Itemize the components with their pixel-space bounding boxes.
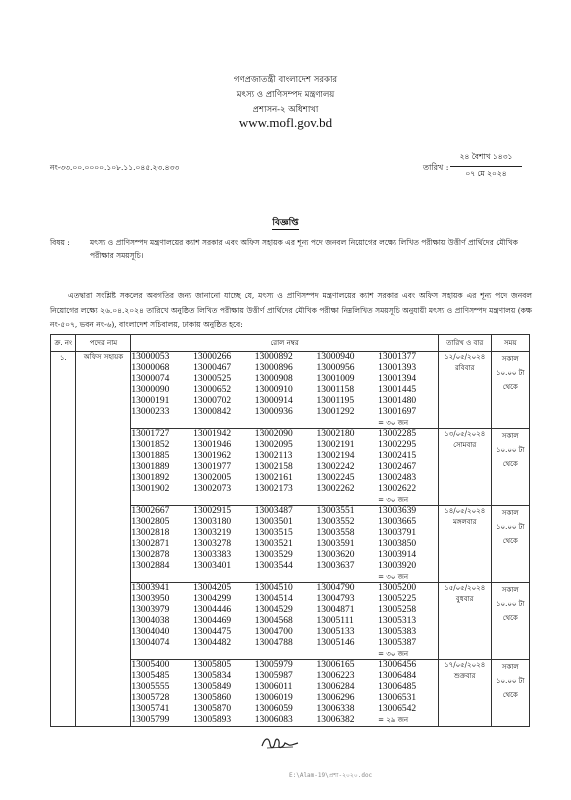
- time-cell: [491, 429, 529, 506]
- roll-number: 13004700: [254, 627, 293, 637]
- roll-number: 13002818: [131, 528, 170, 538]
- roll-number: 13003639: [378, 506, 417, 516]
- header-serial: ক্র. নং: [51, 335, 76, 352]
- roll-number: 13003637: [316, 561, 355, 571]
- roll-number: 13003501: [254, 517, 293, 527]
- roll-number: 13006083: [254, 715, 293, 725]
- roll-number: 13004788: [254, 638, 293, 648]
- roll-number: 13000956: [316, 363, 355, 373]
- header-time: সময়: [491, 335, 529, 352]
- roll-number: 13005313: [378, 616, 417, 626]
- body-paragraph: এতদ্বারা সংশ্লিষ্ট সকলের অবগতির জন্য জানানো যাচ্ছে যে, মৎস্য ও প্রাণিসম্পদ মন্ত্রণালয়ের ক্যাশ সরকার এবং অফিস সহায়ক এর শূন্য পদে জনবল নিয়োগের লক্ষ্যে ২৬.০৪.২০২৪ তারিখে অনুষ্ঠিত লিখিত পরীক্ষায় উত্তীর্ণ প্রার্থিদের মৌখিক পরীক্ষা নিম্নলিখিত সময়সূচি অনুযায়ী মৎস্য ও প্রাণিসম্পদ মন্ত্রণালয় (কক্ষ নং-৫০৭, ভবন নং-৬), বাংলাদেশ সচিবালয়, ঢাকায় অনুষ্ঠিত হবে:: [50, 291, 532, 329]
- roll-number: 13002805: [131, 517, 170, 527]
- roll-numbers-cell: [131, 352, 439, 429]
- roll-number: 13005200: [378, 583, 417, 593]
- roll-number: 13006531: [378, 693, 417, 703]
- roll-number: 13001942: [193, 429, 232, 439]
- roll-number: 13006382: [316, 715, 355, 725]
- roll-number: 13005893: [193, 715, 232, 725]
- roll-number: 13004568: [254, 616, 293, 626]
- roll-number: 13006485: [378, 682, 417, 692]
- roll-number: 13001892: [131, 473, 170, 483]
- roll-number: 13002194: [316, 451, 355, 461]
- roll-number: 13002158: [254, 462, 293, 472]
- roll-numbers-cell: [131, 429, 439, 506]
- roll-number: 13006542: [378, 704, 417, 714]
- roll-number: 13005400: [131, 660, 170, 670]
- roll-number: 13000936: [254, 407, 293, 417]
- roll-number: 13001377: [378, 352, 417, 362]
- subject-label: বিষয় :: [50, 238, 70, 247]
- roll-number: 13002415: [378, 451, 417, 461]
- roll-number: 13001902: [131, 484, 170, 494]
- roll-number: 13003791: [378, 528, 417, 538]
- exam-day: রবিবার: [454, 364, 475, 372]
- exam-day: শুক্রবার: [453, 672, 476, 680]
- exam-time-line: সকাল: [501, 509, 519, 517]
- roll-number: 13006296: [316, 693, 355, 703]
- post-cell: অফিস সহায়ক: [76, 352, 131, 727]
- roll-number: 13006484: [378, 671, 417, 681]
- roll-number: 13006338: [316, 704, 355, 714]
- notice-title-text: বিজ্ঞপ্তি: [272, 218, 299, 228]
- roll-number: 13003521: [254, 539, 293, 549]
- date-bangla: ২৪ বৈশাখ ১৪৩১: [450, 152, 522, 167]
- roll-number: 13006456: [378, 660, 417, 670]
- roll-number: 13000191: [131, 396, 170, 406]
- table-row: [51, 352, 530, 429]
- roll-number: 13000074: [131, 374, 170, 384]
- table-header-row: [51, 335, 530, 352]
- roll-number: 13001195: [316, 396, 355, 406]
- roll-number: 13002467: [378, 462, 417, 472]
- roll-number: 13003515: [254, 528, 293, 538]
- candidate-count: = ৩০ জন: [378, 650, 409, 658]
- roll-number: 13002884: [131, 561, 170, 571]
- header-date: তারিখ ও বার: [438, 335, 491, 352]
- roll-number: 13001962: [193, 451, 232, 461]
- roll-number: 13001445: [378, 385, 417, 395]
- roll-number: 13004482: [193, 638, 232, 648]
- date-label: তারিখ :: [423, 163, 449, 172]
- roll-number: 13001977: [193, 462, 232, 472]
- exam-time-line: ১০.০০ টা: [496, 369, 525, 377]
- schedule-body: [51, 352, 530, 727]
- roll-number: 13002667: [131, 506, 170, 516]
- roll-number: 13003558: [316, 528, 355, 538]
- roll-number: 13006011: [254, 682, 293, 692]
- roll-grid: [131, 583, 438, 659]
- roll-number: 13004040: [131, 627, 170, 637]
- roll-number: 13002173: [254, 484, 293, 494]
- roll-number: 13001889: [131, 462, 170, 472]
- roll-number: 13002285: [378, 429, 417, 439]
- exam-time-line: ১০.০০ টা: [496, 677, 525, 685]
- roll-number: 13005987: [254, 671, 293, 681]
- roll-number: 13000842: [193, 407, 232, 417]
- roll-number: 13004469: [193, 616, 232, 626]
- roll-number: 13001852: [131, 440, 170, 450]
- roll-number: 13000053: [131, 352, 170, 362]
- roll-number: 13003487: [254, 506, 293, 516]
- roll-number: 13004514: [254, 594, 293, 604]
- subject-line: [50, 236, 532, 262]
- roll-number: 13002113: [254, 451, 293, 461]
- roll-number: 13005111: [316, 616, 354, 626]
- roll-number: 13003529: [254, 550, 293, 560]
- roll-number: 13005870: [193, 704, 232, 714]
- roll-number: 13002262: [316, 484, 355, 494]
- roll-number: 13000525: [193, 374, 232, 384]
- candidate-count: = ৩০ জন: [378, 573, 409, 581]
- roll-number: 13000467: [193, 363, 232, 373]
- roll-number: 13002090: [254, 429, 293, 439]
- exam-time-line: সকাল: [501, 586, 519, 594]
- roll-number: 13005383: [378, 627, 417, 637]
- exam-date: ১২/০৫/২০২৪: [444, 353, 486, 361]
- schedule-table: [50, 334, 530, 727]
- exam-time-line: থেকে: [502, 383, 518, 391]
- exam-day: বুধবার: [455, 595, 474, 603]
- roll-number: 13003278: [193, 539, 232, 549]
- roll-number: 13002095: [254, 440, 293, 450]
- roll-number: 13002871: [131, 539, 170, 549]
- roll-numbers-cell: [131, 583, 439, 660]
- roll-number: 13005225: [378, 594, 417, 604]
- roll-number: 13004205: [193, 583, 232, 593]
- exam-date: ১৪/০৫/২০২৪: [444, 507, 486, 515]
- exam-day: মঙ্গলবার: [452, 518, 477, 526]
- roll-number: 13004790: [316, 583, 355, 593]
- roll-number: 13006019: [254, 693, 293, 703]
- roll-number: 13000068: [131, 363, 170, 373]
- exam-date: ১৭/০৫/২০২৪: [444, 661, 486, 669]
- roll-number: 13002005: [193, 473, 232, 483]
- roll-number: 13005133: [316, 627, 355, 637]
- roll-number: 13003920: [378, 561, 417, 571]
- exam-time-line: ১০.০০ টা: [496, 600, 525, 608]
- date-block: [450, 152, 522, 181]
- candidate-count: = ৩০ জন: [378, 419, 409, 427]
- roll-number: 13005805: [193, 660, 232, 670]
- roll-numbers-cell: [131, 506, 439, 583]
- roll-number: 13004871: [316, 605, 355, 615]
- roll-number: 13004475: [193, 627, 232, 637]
- roll-number: 13005799: [131, 715, 170, 725]
- roll-number: 13002180: [316, 429, 355, 439]
- roll-number: 13000896: [254, 363, 293, 373]
- roll-number: 13003850: [378, 539, 417, 549]
- roll-number: 13000702: [193, 396, 232, 406]
- roll-number: 13003620: [316, 550, 355, 560]
- roll-number: 13003180: [193, 517, 232, 527]
- roll-number: 13000652: [193, 385, 232, 395]
- roll-number: 13002483: [378, 473, 417, 483]
- exam-time-line: সকাল: [501, 432, 519, 440]
- roll-number: 13000914: [254, 396, 293, 406]
- exam-day: সোমবার: [453, 441, 477, 449]
- time-cell: [491, 352, 529, 429]
- roll-numbers-cell: [131, 660, 439, 727]
- roll-number: 13003914: [378, 550, 417, 560]
- roll-number: 13001885: [131, 451, 170, 461]
- roll-grid: [131, 506, 438, 582]
- time-cell: [491, 583, 529, 660]
- roll-number: 13005979: [254, 660, 293, 670]
- time-cell: [491, 506, 529, 583]
- file-path: E:\Alam-19\প্রশা-২০২০.doc: [289, 772, 373, 779]
- roll-grid: [131, 429, 438, 505]
- exam-time-line: থেকে: [502, 460, 518, 468]
- roll-number: 13005485: [131, 671, 170, 681]
- roll-number: 13001480: [378, 396, 417, 406]
- roll-number: 13006223: [316, 671, 355, 681]
- roll-number: 13002915: [193, 506, 232, 516]
- roll-number: 13005860: [193, 693, 232, 703]
- exam-date: ১৫/০৫/২০২৪: [444, 584, 486, 592]
- date-cell: [438, 506, 491, 583]
- signature: [259, 734, 301, 752]
- roll-grid: [131, 660, 438, 726]
- roll-number: 13004510: [254, 583, 293, 593]
- website-link[interactable]: www.mofl.gov.bd: [238, 115, 333, 130]
- roll-number: 13005146: [316, 638, 355, 648]
- exam-time-line: সকাল: [501, 355, 519, 363]
- roll-number: 13005555: [131, 682, 170, 692]
- exam-time-line: ১০.০০ টা: [496, 523, 525, 531]
- roll-number: 13001393: [378, 363, 417, 373]
- candidate-count: = ৩০ জন: [378, 496, 409, 504]
- time-cell: [491, 660, 529, 727]
- subject-text: মৎস্য ও প্রাণিসম্পদ মন্ত্রণালয়ের ক্যাশ সরকার এবং অফিস সহায়ক এর শূন্য পদে জনবল নিয়োগের লক্ষ্যে লিখিত পরীক্ষায় উত্তীর্ণ প্রার্থিদের মৌখিক পরীক্ষার সময়সূচি।: [90, 238, 518, 260]
- date-cell: [438, 583, 491, 660]
- roll-number: 13002242: [316, 462, 355, 472]
- notice-title: [0, 215, 571, 230]
- roll-number: 13003665: [378, 517, 417, 527]
- roll-number: 13003401: [193, 561, 232, 571]
- date-cell: [438, 660, 491, 727]
- govt-name: গণপ্রজাতন্ত্রী বাংলাদেশ সরকার: [233, 75, 338, 85]
- candidate-count: = ২৯ জন: [378, 716, 409, 724]
- roll-number: 13002245: [316, 473, 355, 483]
- memo-number: নং-৩৩.০০.০০০০.১০৮.১১.০৪৫.২৩.৪৩৩: [50, 163, 180, 172]
- roll-number: 13004074: [131, 638, 170, 648]
- roll-number: 13003552: [316, 517, 355, 527]
- roll-number: 13000908: [254, 374, 293, 384]
- roll-number: 13004793: [316, 594, 355, 604]
- roll-number: 13003551: [316, 506, 355, 516]
- roll-number: 13005387: [378, 638, 417, 648]
- roll-number: 13003219: [193, 528, 232, 538]
- roll-number: 13004446: [193, 605, 232, 615]
- roll-number: 13001009: [316, 374, 355, 384]
- exam-time-line: থেকে: [502, 537, 518, 545]
- roll-number: 13005741: [131, 704, 170, 714]
- roll-number: 13002191: [316, 440, 355, 450]
- header-post: পদের নাম: [76, 335, 131, 352]
- roll-number: 13006284: [316, 682, 355, 692]
- roll-number: 13001946: [193, 440, 232, 450]
- roll-grid: [131, 352, 438, 428]
- roll-number: 13005834: [193, 671, 232, 681]
- roll-number: 13003979: [131, 605, 170, 615]
- roll-number: 13000233: [131, 407, 170, 417]
- roll-number: 13000266: [193, 352, 232, 362]
- roll-number: 13006059: [254, 704, 293, 714]
- exam-date: ১৩/০৫/২০২৪: [444, 430, 486, 438]
- roll-number: 13000910: [254, 385, 293, 395]
- exam-time-line: ১০.০০ টা: [496, 446, 525, 454]
- roll-number: 13002878: [131, 550, 170, 560]
- roll-number: 13003941: [131, 583, 170, 593]
- section-name: প্রশাসন-২ অধিশাখা: [252, 105, 319, 115]
- header-rolls: রোল নম্বর: [131, 335, 439, 352]
- roll-number: 13002161: [254, 473, 293, 483]
- roll-number: 13005258: [378, 605, 417, 615]
- roll-number: 13001697: [378, 407, 417, 417]
- roll-number: 13005849: [193, 682, 232, 692]
- roll-number: 13005728: [131, 693, 170, 703]
- roll-number: 13000892: [254, 352, 293, 362]
- exam-time-line: থেকে: [502, 614, 518, 622]
- roll-number: 13003950: [131, 594, 170, 604]
- roll-number: 13000090: [131, 385, 170, 395]
- roll-number: 13001727: [131, 429, 170, 439]
- roll-number: 13006165: [316, 660, 355, 670]
- ministry-name: মৎস্য ও প্রাণিসম্পদ মন্ত্রণালয়: [236, 90, 335, 100]
- date-cell: [438, 429, 491, 506]
- roll-number: 13004038: [131, 616, 170, 626]
- roll-number: 13002295: [378, 440, 417, 450]
- roll-number: 13000940: [316, 352, 355, 362]
- exam-time-line: থেকে: [502, 691, 518, 699]
- roll-number: 13001158: [316, 385, 355, 395]
- roll-number: 13003591: [316, 539, 355, 549]
- roll-number: 13001292: [316, 407, 355, 417]
- date-english: ০৭ মে ২০২৪: [465, 169, 507, 178]
- roll-number: 13003544: [254, 561, 293, 571]
- roll-number: 13002622: [378, 484, 417, 494]
- roll-number: 13004529: [254, 605, 293, 615]
- roll-number: 13002073: [193, 484, 232, 494]
- roll-number: 13004299: [193, 594, 232, 604]
- serial-cell: ১.: [51, 352, 76, 727]
- roll-number: 13001394: [378, 374, 417, 384]
- exam-time-line: সকাল: [501, 663, 519, 671]
- roll-number: 13003383: [193, 550, 232, 560]
- date-cell: [438, 352, 491, 429]
